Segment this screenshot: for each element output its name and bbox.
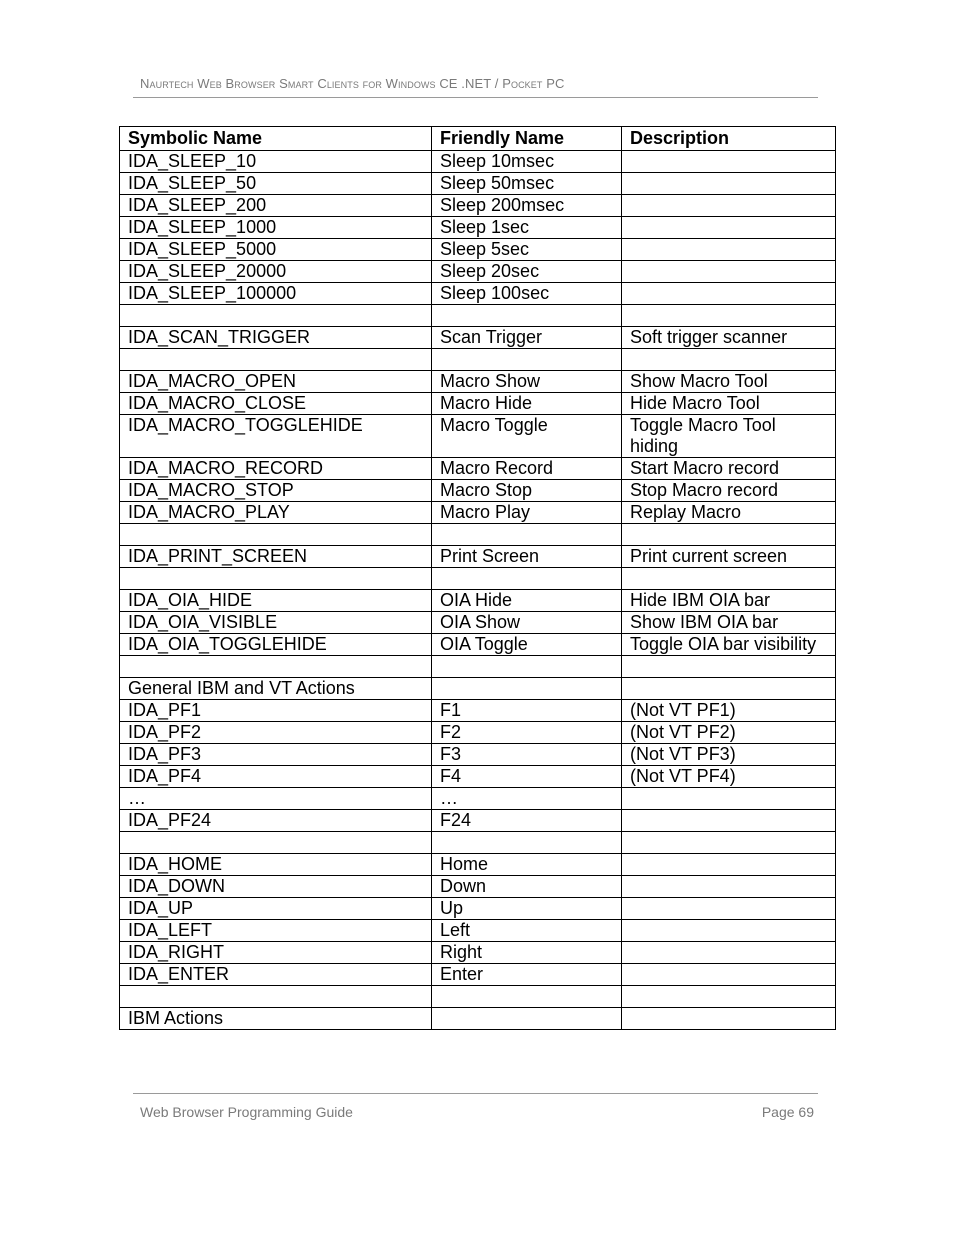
friendly-name-cell: Print Screen	[432, 546, 622, 568]
table-row	[120, 327, 836, 349]
symbolic-name-cell: IDA_UP	[120, 898, 432, 920]
friendly-name-cell: Enter	[432, 964, 622, 986]
symbolic-name-cell: IDA_MACRO_OPEN	[120, 371, 432, 393]
friendly-name-cell: F24	[432, 810, 622, 832]
description-cell: Soft trigger scanner	[622, 327, 836, 349]
description-cell	[622, 173, 836, 195]
actions-table	[119, 126, 836, 1030]
friendly-name-cell	[432, 305, 622, 327]
friendly-name-cell: Sleep 200msec	[432, 195, 622, 217]
table-row	[120, 524, 836, 546]
description-cell: Print current screen	[622, 546, 836, 568]
table-row	[120, 722, 836, 744]
table-row	[120, 634, 836, 656]
table-row	[120, 656, 836, 678]
symbolic-name-cell	[120, 986, 432, 1008]
description-cell	[622, 239, 836, 261]
friendly-name-cell: F2	[432, 722, 622, 744]
friendly-name-cell: Sleep 20sec	[432, 261, 622, 283]
friendly-name-cell	[432, 349, 622, 371]
symbolic-name-cell	[120, 305, 432, 327]
symbolic-name-cell: IDA_RIGHT	[120, 942, 432, 964]
symbolic-name-cell	[120, 656, 432, 678]
table-row	[120, 810, 836, 832]
description-cell: Toggle Macro Tool hiding	[622, 415, 836, 458]
symbolic-name-cell: IDA_PF4	[120, 766, 432, 788]
symbolic-name-cell: IDA_SLEEP_1000	[120, 217, 432, 239]
friendly-name-cell	[432, 1008, 622, 1030]
symbolic-name-cell	[120, 349, 432, 371]
symbolic-name-cell: IDA_PF1	[120, 700, 432, 722]
description-cell: Hide IBM OIA bar	[622, 590, 836, 612]
table-row	[120, 964, 836, 986]
symbolic-name-cell: IDA_SLEEP_10	[120, 151, 432, 173]
symbolic-name-cell: IBM Actions	[120, 1008, 432, 1030]
description-cell	[622, 151, 836, 173]
description-cell	[622, 964, 836, 986]
table-row	[120, 744, 836, 766]
symbolic-name-cell: IDA_SLEEP_20000	[120, 261, 432, 283]
table-row	[120, 854, 836, 876]
symbolic-name-cell: IDA_SLEEP_100000	[120, 283, 432, 305]
symbolic-name-cell: IDA_SLEEP_50	[120, 173, 432, 195]
friendly-name-cell: Macro Hide	[432, 393, 622, 415]
table-row	[120, 788, 836, 810]
description-cell: (Not VT PF2)	[622, 722, 836, 744]
symbolic-name-cell: IDA_MACRO_PLAY	[120, 502, 432, 524]
symbolic-name-cell: IDA_MACRO_STOP	[120, 480, 432, 502]
friendly-name-cell: Scan Trigger	[432, 327, 622, 349]
friendly-name-cell	[432, 832, 622, 854]
description-cell	[622, 305, 836, 327]
symbolic-name-cell: IDA_OIA_TOGGLEHIDE	[120, 634, 432, 656]
table-row	[120, 678, 836, 700]
column-header-symbolic-name: Symbolic Name	[120, 127, 432, 151]
table-row	[120, 942, 836, 964]
description-cell	[622, 195, 836, 217]
description-cell	[622, 986, 836, 1008]
column-header-description: Description	[622, 127, 836, 151]
description-cell: Show Macro Tool	[622, 371, 836, 393]
symbolic-name-cell	[120, 568, 432, 590]
description-cell: Replay Macro	[622, 502, 836, 524]
friendly-name-cell: Sleep 5sec	[432, 239, 622, 261]
symbolic-name-cell: IDA_PF3	[120, 744, 432, 766]
description-cell	[622, 568, 836, 590]
description-cell	[622, 898, 836, 920]
symbolic-name-cell: IDA_MACRO_RECORD	[120, 458, 432, 480]
table-row	[120, 876, 836, 898]
description-cell	[622, 524, 836, 546]
table-row	[120, 261, 836, 283]
symbolic-name-cell: IDA_OIA_VISIBLE	[120, 612, 432, 634]
table-row	[120, 898, 836, 920]
symbolic-name-cell	[120, 832, 432, 854]
table-row	[120, 173, 836, 195]
table-body	[120, 151, 836, 1030]
description-cell	[622, 788, 836, 810]
table-row	[120, 283, 836, 305]
footer-rule	[133, 1093, 818, 1094]
friendly-name-cell: Sleep 1sec	[432, 217, 622, 239]
friendly-name-cell: Macro Record	[432, 458, 622, 480]
description-cell	[622, 832, 836, 854]
friendly-name-cell: OIA Hide	[432, 590, 622, 612]
friendly-name-cell: Sleep 10msec	[432, 151, 622, 173]
friendly-name-cell	[432, 656, 622, 678]
description-cell: Start Macro record	[622, 458, 836, 480]
table-row	[120, 349, 836, 371]
symbolic-name-cell: IDA_PF2	[120, 722, 432, 744]
table-row	[120, 305, 836, 327]
symbolic-name-cell: IDA_LEFT	[120, 920, 432, 942]
description-cell: (Not VT PF3)	[622, 744, 836, 766]
table-row	[120, 920, 836, 942]
friendly-name-cell: Up	[432, 898, 622, 920]
running-header: Naurtech Web Browser Smart Clients for Windows CE .NET / Pocket PC	[140, 76, 565, 91]
friendly-name-cell	[432, 678, 622, 700]
table-row	[120, 239, 836, 261]
friendly-name-cell	[432, 524, 622, 546]
description-cell	[622, 920, 836, 942]
table-row	[120, 415, 836, 458]
table-row	[120, 700, 836, 722]
friendly-name-cell	[432, 568, 622, 590]
table-row	[120, 612, 836, 634]
description-cell	[622, 283, 836, 305]
friendly-name-cell: Sleep 50msec	[432, 173, 622, 195]
friendly-name-cell	[432, 986, 622, 1008]
friendly-name-cell: F4	[432, 766, 622, 788]
description-cell	[622, 678, 836, 700]
table-row	[120, 502, 836, 524]
friendly-name-cell: Macro Play	[432, 502, 622, 524]
table-row	[120, 1008, 836, 1030]
table-row	[120, 568, 836, 590]
description-cell	[622, 942, 836, 964]
symbolic-name-cell: IDA_DOWN	[120, 876, 432, 898]
table-row	[120, 195, 836, 217]
symbolic-name-cell: IDA_PF24	[120, 810, 432, 832]
table-row	[120, 393, 836, 415]
description-cell: Toggle OIA bar visibility	[622, 634, 836, 656]
friendly-name-cell: Home	[432, 854, 622, 876]
description-cell	[622, 810, 836, 832]
description-cell	[622, 217, 836, 239]
description-cell: Show IBM OIA bar	[622, 612, 836, 634]
friendly-name-cell: Macro Toggle	[432, 415, 622, 458]
description-cell	[622, 876, 836, 898]
symbolic-name-cell: IDA_HOME	[120, 854, 432, 876]
symbolic-name-cell: IDA_OIA_HIDE	[120, 590, 432, 612]
description-cell: (Not VT PF1)	[622, 700, 836, 722]
friendly-name-cell: Left	[432, 920, 622, 942]
table-row	[120, 986, 836, 1008]
description-cell	[622, 261, 836, 283]
description-cell: Stop Macro record	[622, 480, 836, 502]
friendly-name-cell: Macro Show	[432, 371, 622, 393]
table-row	[120, 480, 836, 502]
symbolic-name-cell: IDA_PRINT_SCREEN	[120, 546, 432, 568]
description-cell: (Not VT PF4)	[622, 766, 836, 788]
column-header-friendly-name: Friendly Name	[432, 127, 622, 151]
symbolic-name-cell: IDA_MACRO_TOGGLEHIDE	[120, 415, 432, 458]
friendly-name-cell: Right	[432, 942, 622, 964]
table-row	[120, 766, 836, 788]
friendly-name-cell: …	[432, 788, 622, 810]
description-cell: Hide Macro Tool	[622, 393, 836, 415]
table-row	[120, 590, 836, 612]
table-row	[120, 458, 836, 480]
symbolic-name-cell: …	[120, 788, 432, 810]
footer-guide-title: Web Browser Programming Guide	[140, 1104, 353, 1120]
description-cell	[622, 1008, 836, 1030]
symbolic-name-cell: IDA_MACRO_CLOSE	[120, 393, 432, 415]
table-row	[120, 151, 836, 173]
table-row	[120, 217, 836, 239]
symbolic-name-cell	[120, 524, 432, 546]
description-cell	[622, 656, 836, 678]
symbolic-name-cell: IDA_ENTER	[120, 964, 432, 986]
header-rule	[133, 97, 818, 98]
symbolic-name-cell: IDA_SLEEP_5000	[120, 239, 432, 261]
footer-page-number: Page 69	[761, 1104, 814, 1120]
description-cell	[622, 854, 836, 876]
friendly-name-cell: OIA Toggle	[432, 634, 622, 656]
table-row	[120, 371, 836, 393]
symbolic-name-cell: General IBM and VT Actions	[120, 678, 432, 700]
friendly-name-cell: F1	[432, 700, 622, 722]
friendly-name-cell: Down	[432, 876, 622, 898]
table-row	[120, 546, 836, 568]
table-header-row	[120, 127, 836, 151]
symbolic-name-cell: IDA_SLEEP_200	[120, 195, 432, 217]
symbolic-name-cell: IDA_SCAN_TRIGGER	[120, 327, 432, 349]
friendly-name-cell: OIA Show	[432, 612, 622, 634]
friendly-name-cell: Macro Stop	[432, 480, 622, 502]
table-row	[120, 832, 836, 854]
friendly-name-cell: F3	[432, 744, 622, 766]
description-cell	[622, 349, 836, 371]
friendly-name-cell: Sleep 100sec	[432, 283, 622, 305]
